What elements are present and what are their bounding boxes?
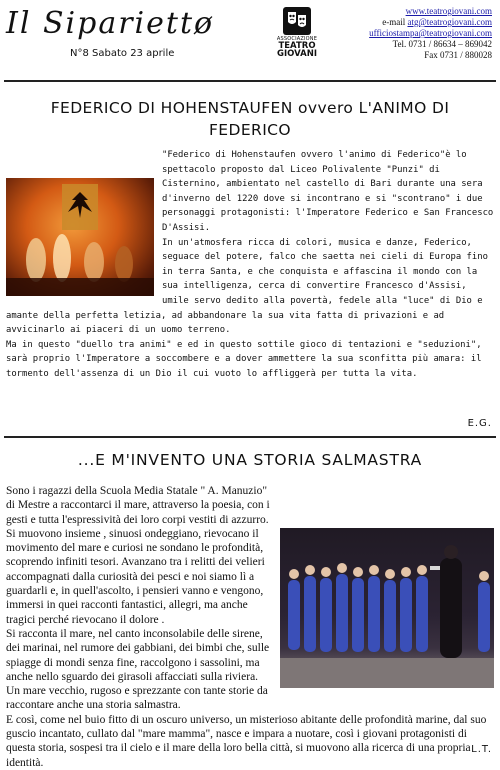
article2-signature: L.T. <box>471 744 492 755</box>
article1-photo <box>6 178 154 296</box>
article2-paragraph: Si racconta il mare, nel canto inconsolabile delle sirene, dei marinai, nel rumore dei gabbiani, dei bimbi che, sulle spiagge di mondi senza fine, raccolgono i sassolini, ma anche nello sguardo dei girasoli affacciati sulla riviera. <box>6 627 270 683</box>
article1-signature: E.G. <box>467 418 492 429</box>
contacts-block <box>322 6 492 61</box>
article1-title: FEDERICO DI HOHENSTAUFEN ovvero L'ANIMO DI FEDERICO <box>50 99 450 139</box>
email-label: e-mail <box>382 17 408 27</box>
website-link[interactable]: www.teatrogiovani.com <box>405 6 492 16</box>
students-stage-image <box>280 528 494 688</box>
theatre-mask-logo-icon <box>282 6 312 36</box>
association-logo <box>268 6 326 68</box>
masthead-title: Il Sipariettø <box>6 6 215 41</box>
article1-paragraph: Ma in questo "duello tra animi" e ed in questo sottile gioco di tentazioni e "seduzioni", sarà proprio l'Imperatore a soccombere e a dover ammettere la sua sconfitta più amara: il tormento dell'assenza di un Dio il cui vuoto lo affliggerà per tutta la vita. <box>6 339 482 379</box>
article2-paragraph: E così, come nel buio fitto di un oscuro universo, un misterioso abitante delle profondità marine, dal suo guscio incantato, cullato dal "mare mamma", nasce e impara a nuotare, così i giovani protagonisti di questa storia, sospesi tra il cielo e il mare della loro bella città, si muovono alla ricerca di una propria identità. <box>6 713 487 769</box>
article1-paragraph: In un'atmosfera ricca di colori, musica e danze, Federico, seguace del potere, falco che saetta nei cieli di Europa fino in terra Santa, e che conquista e affascina il mondo con la sua intelligenza, cerca di convertire Francesco d'Assisi, umile servo dedito alla povertà, fedele alla "luce" di Dio e amante della perfetta letizia, ad abbandonare la sua vita fatta di privazioni e ad avvicinarlo ai piaceri di un uomo terreno. <box>6 237 488 336</box>
article2-title: ...E M'INVENTO UNA STORIA SALMASTRA <box>77 451 423 469</box>
fax: Fax 0731 / 880028 <box>424 50 492 60</box>
logo-label-association: ASSOCIAZIONE <box>276 36 318 42</box>
press-email-link[interactable]: ufficiostampa@teatrogiovani.com <box>369 28 492 38</box>
stage-scene-image <box>6 178 154 296</box>
logo-label-giovani: GIOVANI <box>277 49 317 59</box>
issue-date: N°8 Sabato 23 aprile <box>70 48 175 59</box>
article1-body <box>6 148 496 382</box>
article2-photo <box>280 528 494 688</box>
email-link[interactable]: atg@teatrogiovani.com <box>407 17 492 27</box>
header-divider <box>4 80 496 82</box>
article2-paragraph: Un mare vecchio, rugoso e sprezzante con tante storie da raccontare anche una storia salmastra. <box>6 685 268 712</box>
article2-body <box>6 484 494 770</box>
article-divider <box>4 436 496 438</box>
telephone: Tel. 0731 / 86634 – 869042 <box>392 39 492 49</box>
article2-paragraph: Sono i ragazzi della Scuola Media Statale " A. Manuzio" di Mestre a raccontarci il mare, attraverso la poesia, con i gesti e tutta l'espressività dei loro corpi vestiti di azzurro. Si muovono insieme , sinuosi ondeggiano, rievocano il movimento del mare e curiosi ne sondano le profondità, scoprendo infiniti tesori. Avanzano tra i relitti dei velieri accompagnati dalla curiosità dei pesci e noi siamo lì a guardarli e, in quell'ascolto, i pensieri vanno e vengono, immersi in quei racconti fantastici, allegri, ma anche tragici perché rievocano il dolore . <box>6 485 270 626</box>
logo-label-teatro: TEATRO <box>278 41 316 51</box>
article1-paragraph: "Federico di Hohenstaufen ovvero l'animo di Federico"è lo spettacolo proposto dal Liceo Polivalente "Punzi" di Cisternino, ambientato nel castello di Bari durante una sera d'inverno del 1220 dove si incontrano e si "scontrano" i due personaggi protagonisti: l'Imperatore Federico e San Francesco D'Assisi. <box>162 150 494 233</box>
